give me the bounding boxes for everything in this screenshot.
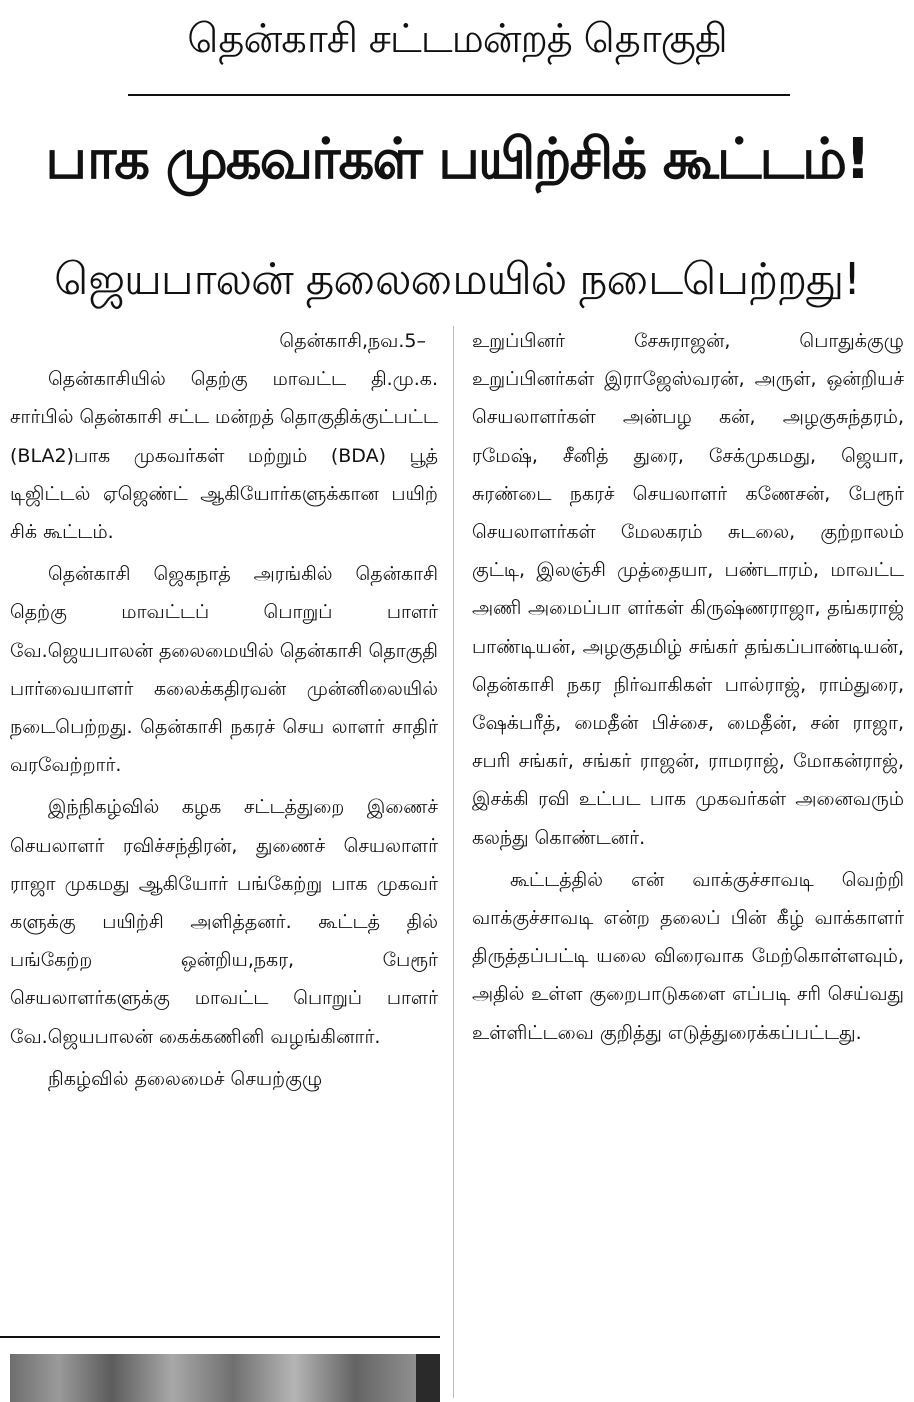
paragraph: தென்காசி ஜெகநாத் அரங்கில் தென்காசி தெற்கு மாவட்டப் பொறுப் பாளர் வே.ஜெயபாலன் தலைமையில் தென்காசி தொகுதி பார்வையாளர் கலைக்கதிரவன் முன்னிலையில் நடைபெற்றது. தென்காசி நகரச் செய லாளர் சாதிர் வரவேற்றார்.: [10, 563, 438, 777]
event-photo: [10, 1354, 416, 1402]
kicker-heading: தென்காசி சட்டமன்றத் தொகுதி: [187, 16, 727, 62]
left-column: [10, 322, 438, 1102]
paragraph: இந்நிகழ்வில் கழக சட்டத்துறை இணைச் செயலாளர் ரவிச்சந்திரன், துணைச் செயலாளர் ராஜா முகமது ஆகியோர் பங்கேற்று பாக முகவர் களுக்கு பயிற்சி அளித்தனர். கூட்டத் தில் பங்கேற்ற ஒன்றிய,நகர, பேரூர் செயலாளர்களுக்கு மாவட்ட பொறுப் பாளர் வே.ஜெயபாலன் கைக்கணினி வழங்கினார்.: [10, 796, 438, 1048]
kicker-divider: [128, 94, 790, 96]
paragraph: நிகழ்வில் தலைமைச் செயற்குழு: [48, 1067, 323, 1090]
right-column: [472, 322, 904, 1056]
paragraph: உறுப்பினர் சேசுராஜன், பொதுக்குழு உறுப்பினர்கள் இராஜேஸ்வரன், அருள், ஒன்றியச் செயலாளர்கள் அன்பழ கன், அழகுசுந்தரம், ரமேஷ், சீனித் துரை, சேக்முகமது, ஜெயா, சுரண்டை நகரச் செயலாளர் கணேசன், பேரூர் செயலாளர்கள் மேலகரம் சுடலை, குற்றாலம் குட்டி, இலஞ்சி முத்தையா, பண்டாரம், மாவட்ட அணி அமைப்பா ளர்கள் கிருஷ்ணராஜா, தங்கராஜ் பாண்டியன், அழகுதமிழ் சங்கர் தங்கப்பாண்டியன், தென்காசி நகர நிர்வாகிகள் பால்ராஜ், ராம்துரை, ஷேக்பரீத், மைதீன் பிச்சை, மைதீன், சன் ராஜா, சபரி சங்கர், சங்கர் ராஜன், ராமராஜ், மோகன்ராஜ், இசக்கி ரவி உட்பட பாக முகவர்கள் அனைவரும் கலந்து கொண்டனர்.: [472, 330, 904, 849]
paragraph: தென்காசியில் தெற்கு மாவட்ட தி.மு.க. சார்பில் தென்காசி சட்ட மன்றத் தொகுதிக்குட்பட்ட (BLA2)பாக முகவர்கள் மற்றும் (BDA) பூத் டிஜிட்டல் ஏஜெண்ட் ஆகியோர்களுக்கான பயிற் சிக் கூட்டம்.: [10, 368, 438, 544]
headline: பாக முகவர்கள் பயிற்சிக் கூட்டம்!: [45, 127, 869, 192]
paragraph: கூட்டத்தில் என் வாக்குச்சாவடி வெற்றி வாக்குச்சாவடி என்ற தலைப் பின் கீழ் வாக்காளர் திருத்தப்பட்டி யலை விரைவாக மேற்கொள்ளவும், அதில் உள்ள குறைபாடுகளை எப்படி சரி செய்வது உள்ளிட்டவை குறித்து எடுத்துரைக்கப்பட்டது.: [472, 868, 904, 1044]
subheadline: ஜெயபாலன் தலைமையில் நடைபெற்றது!: [54, 254, 860, 305]
column-divider: [453, 326, 454, 1398]
photo-edge: [416, 1354, 440, 1402]
photo-top-rule: [0, 1336, 440, 1338]
dateline: தென்காசி,நவ.5–: [279, 330, 426, 352]
